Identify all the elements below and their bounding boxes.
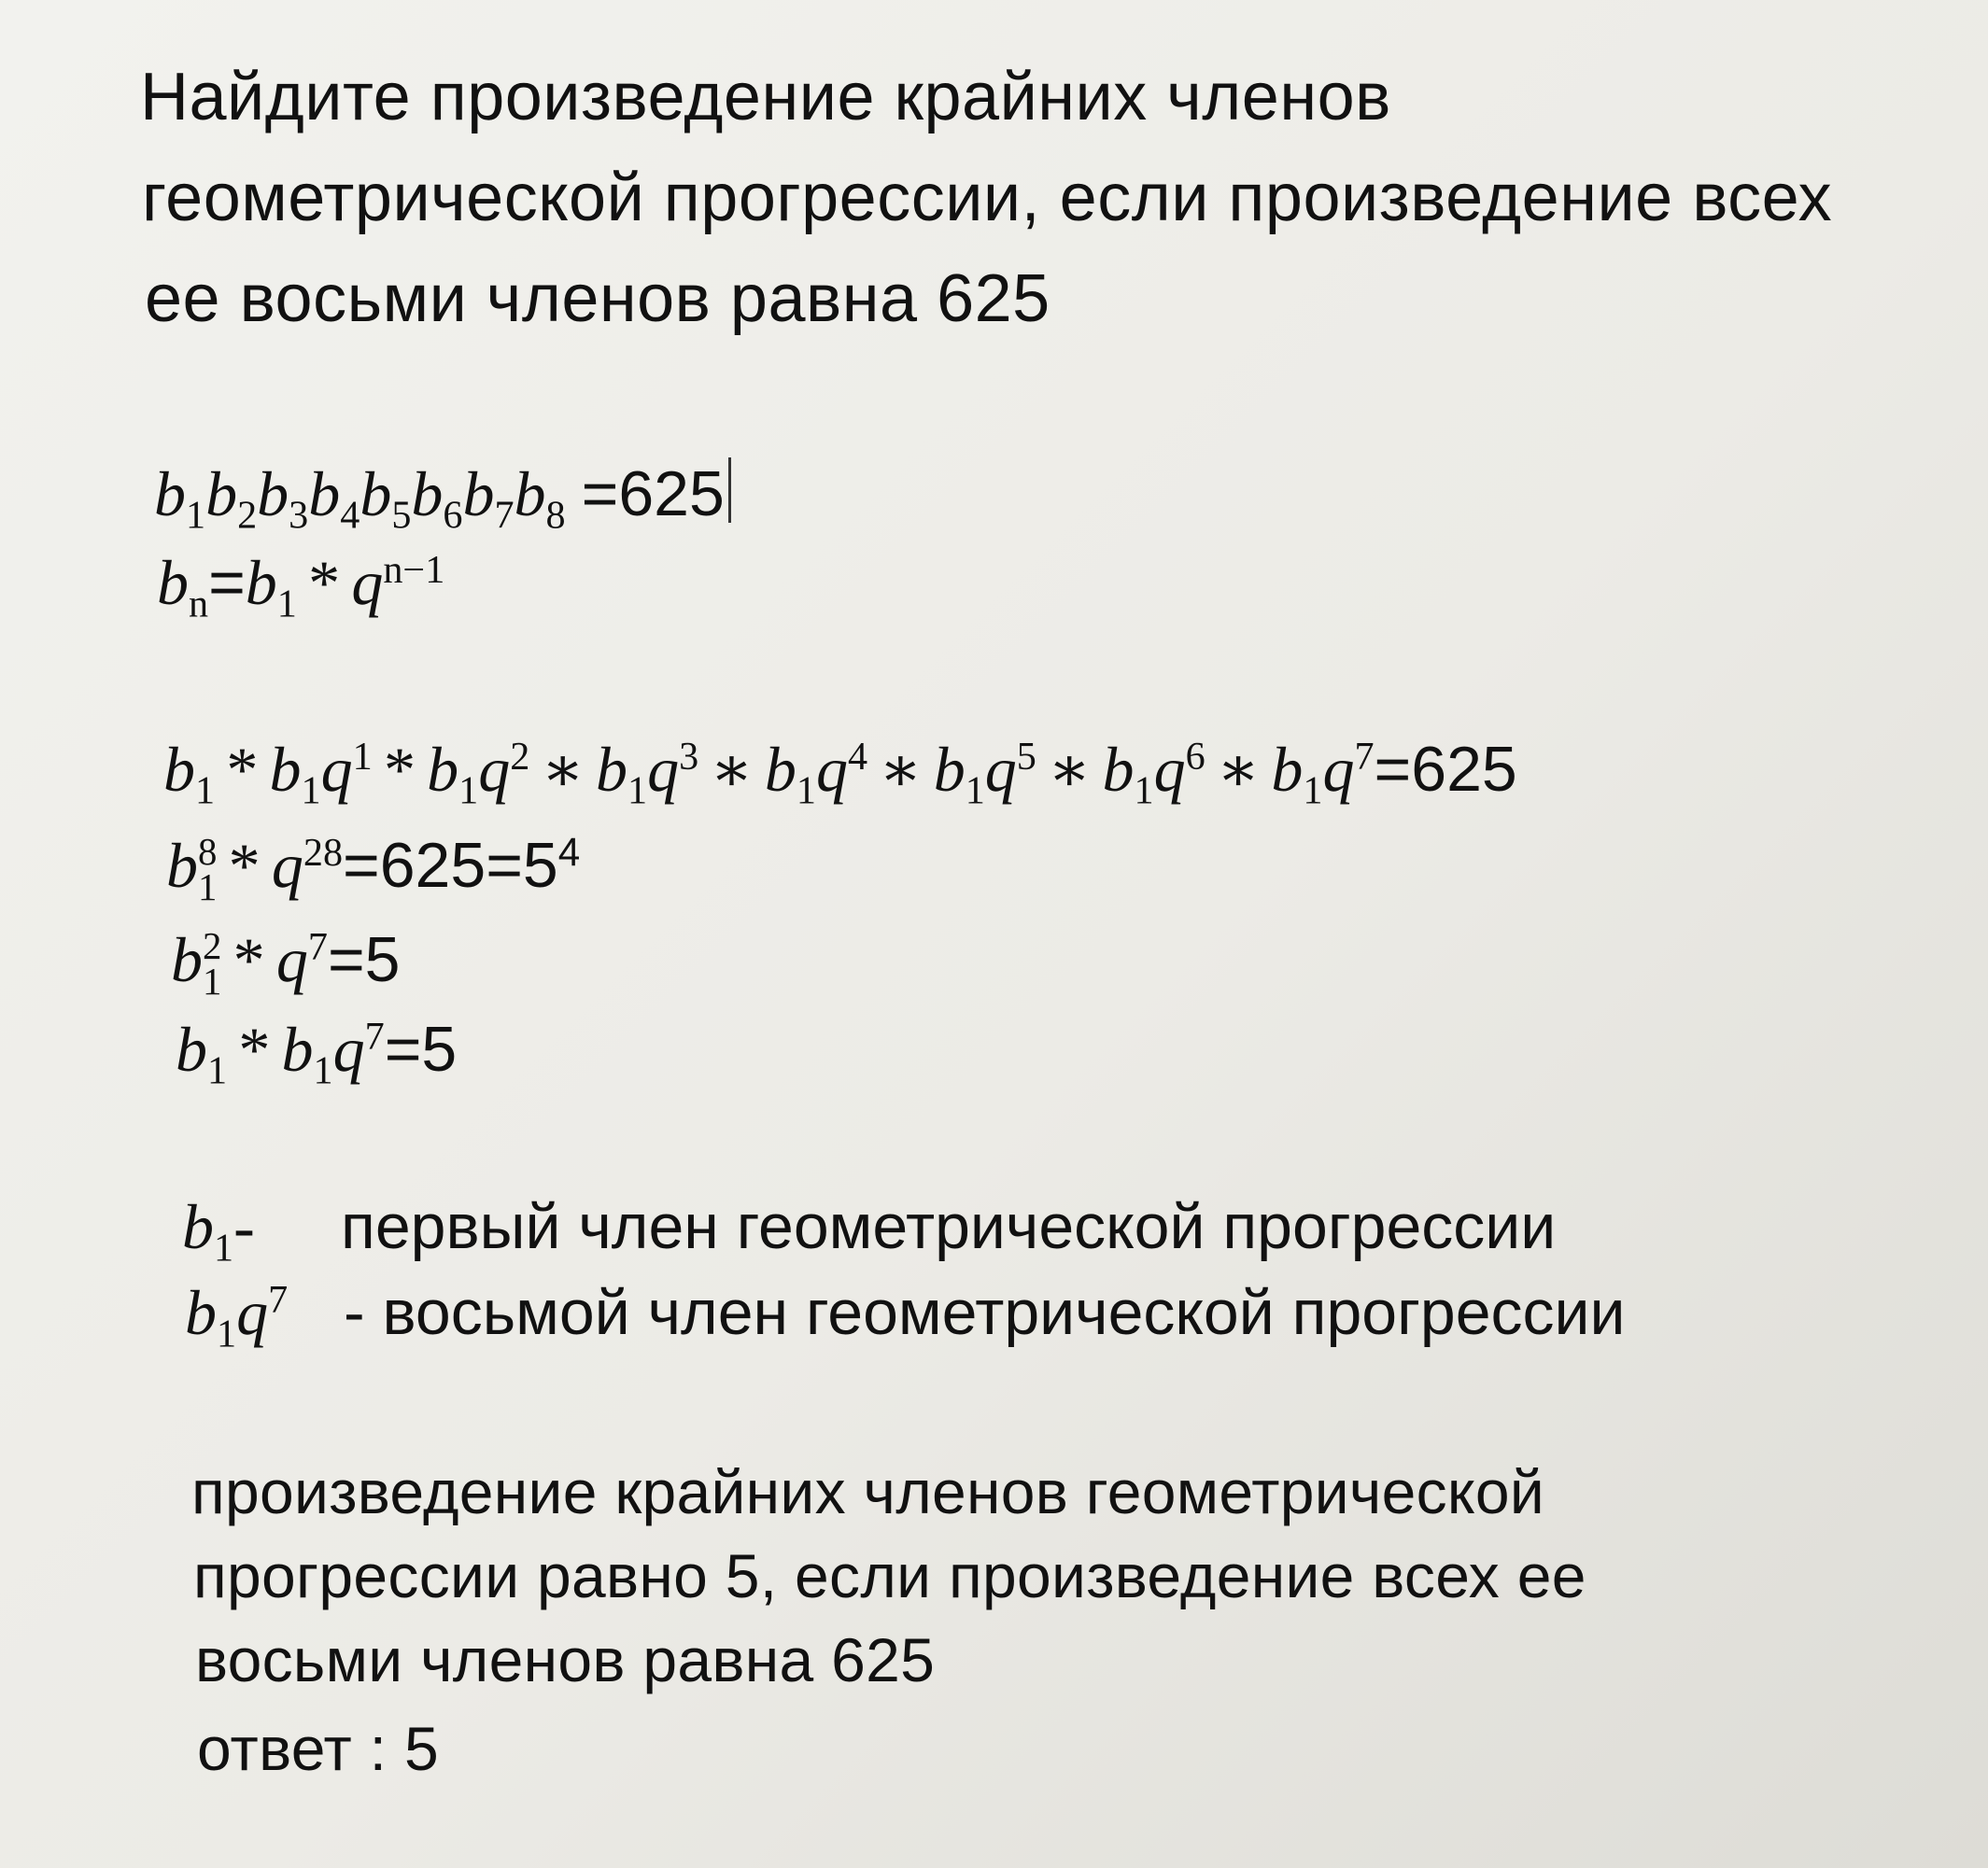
- equation-reduced: b 2 1 * $q^7=5$: [171, 924, 401, 1004]
- text-cursor: [728, 457, 731, 523]
- equation-extreme-terms: $b_1 * b_1q^7=5$: [176, 1014, 458, 1093]
- problem-line-2: геометрической прогрессии, если произведение всех: [142, 161, 1833, 235]
- equation-product-all-terms: $b_1b_2b_3b_4b_5b_6b_7b_8 =625$: [154, 457, 731, 536]
- equation-general-term: $b_n=b_1 * q^{n-1}$: [157, 547, 445, 626]
- equation-power-rhs: =625=5: [343, 830, 558, 902]
- equation-power-exponent: 4: [557, 830, 581, 874]
- equation-extreme-rhs: =5: [384, 1014, 458, 1086]
- answer: ответ : 5: [197, 1714, 439, 1783]
- definition-eighth-term-text: - восьмой член геометрической прогрессии: [344, 1277, 1626, 1349]
- definition-first-term: $b_1-$ первый член геометрической прогрессии: [182, 1191, 1557, 1271]
- definition-first-term-text: первый член геометрической прогрессии: [341, 1191, 1557, 1262]
- equation-expanded-rhs: =625: [1374, 734, 1517, 806]
- equation-reduced-rhs: =5: [327, 924, 401, 996]
- equation-expanded-product: $b_1 * b_1q^1 * b_1q^2$ ∗ $b_1q^3$ ∗ $b_1q^4$ ∗ $b_1q^5$ ∗ $b_1q^6$ ∗ $b_1q^7=625$: [163, 734, 1517, 813]
- equation-power-form: b 8 1 * $q^{28}=625=5^4$: [166, 830, 581, 909]
- equation-product-rhs: =625: [581, 458, 725, 529]
- problem-line-3: ее восьми членов равна 625: [145, 261, 1050, 336]
- conclusion-line-1: произведение крайних членов геометрической: [191, 1457, 1545, 1526]
- conclusion-line-3: восьми членов равна 625: [195, 1625, 936, 1694]
- definition-eighth-term: $b_1q^7$ - восьмой член геометрической прогрессии: [185, 1277, 1626, 1356]
- problem-line-1: Найдите произведение крайних членов: [140, 60, 1391, 134]
- conclusion-line-2: прогрессии равно 5, если произведение всех ее: [193, 1541, 1586, 1610]
